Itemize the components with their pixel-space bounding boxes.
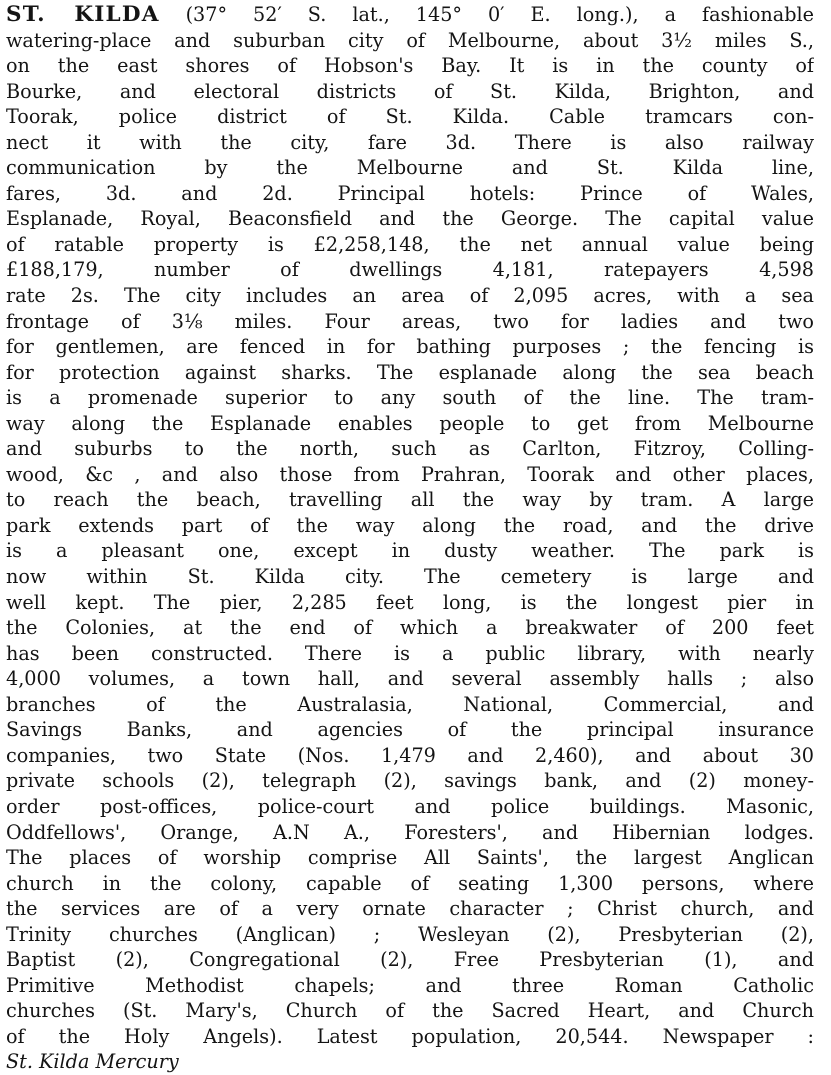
newspaper-title: St. Kilda Mercury	[6, 1050, 179, 1074]
entry-line: is a pleasant one, except in dusty weather. The park is	[6, 539, 814, 563]
entry-line: church in the colony, capable of seating 1,300 persons, where	[6, 871, 814, 895]
entry-line: wood, &c , and also those from Prahran, Toorak and other places,	[6, 462, 814, 486]
gazetteer-entry	[6, 2, 814, 1075]
entry-line: Bourke, and electoral districts of St. Kilda, Brighton, and	[6, 79, 814, 103]
entry-line: the services are of a very ornate character ; Christ church, and	[6, 897, 814, 921]
entry-line: churches (St. Mary's, Church of the Sacred Heart, and Church	[6, 999, 814, 1023]
entry-line: rate 2s. The city includes an area of 2,095 acres, with a sea	[6, 284, 814, 308]
entry-line: 4,000 volumes, a town hall, and several assembly halls ; also	[6, 667, 814, 691]
entry-line: Savings Banks, and agencies of the principal insurance	[6, 718, 814, 742]
entry-line: park extends part of the way along the road, and the drive	[6, 513, 814, 537]
entry-line: Primitive Methodist chapels; and three Roman Catholic	[6, 973, 814, 997]
entry-line: companies, two State (Nos. 1,479 and 2,460), and about 30	[6, 743, 814, 767]
entry-line: now within St. Kilda city. The cemetery is large and	[6, 565, 814, 589]
entry-line: is a promenade superior to any south of the line. The tram-	[6, 386, 814, 410]
entry-line: of ratable property is £2,258,148, the net annual value being	[6, 232, 814, 256]
entry-headword: ST. KILDA	[6, 2, 160, 27]
entry-line: Baptist (2), Congregational (2), Free Presbyterian (1), and	[6, 948, 814, 972]
entry-line: and suburbs to the north, such as Carlton, Fitzroy, Colling-	[6, 437, 814, 461]
entry-line: frontage of 3⅛ miles. Four areas, two for ladies and two	[6, 309, 814, 333]
entry-line: nect it with the city, fare 3d. There is also railway	[6, 130, 814, 154]
entry-line: Esplanade, Royal, Beaconsfield and the George. The capital value	[6, 207, 814, 231]
entry-line: to reach the beach, travelling all the way by tram. A large	[6, 488, 814, 512]
entry-line: way along the Esplanade enables people to get from Melbourne	[6, 411, 814, 435]
entry-line	[6, 2, 814, 28]
entry-line: well kept. The pier, 2,285 feet long, is the longest pier in	[6, 590, 814, 614]
entry-line: order post-offices, police-court and police buildings. Masonic,	[6, 794, 814, 818]
entry-line: for gentlemen, are fenced in for bathing purposes ; the fencing is	[6, 335, 814, 359]
entry-line: private schools (2), telegraph (2), savings bank, and (2) money-	[6, 769, 814, 793]
entry-line: The places of worship comprise All Saints', the largest Anglican	[6, 846, 814, 870]
entry-line: for protection against sharks. The esplanade along the sea beach	[6, 360, 814, 384]
entry-line: Oddfellows', Orange, A.N A., Foresters', and Hibernian lodges.	[6, 820, 814, 844]
entry-line: fares, 3d. and 2d. Principal hotels: Prince of Wales,	[6, 181, 814, 205]
entry-line: £188,179, number of dwellings 4,181, ratepayers 4,598	[6, 258, 814, 282]
entry-line: the Colonies, at the end of which a breakwater of 200 feet	[6, 616, 814, 640]
entry-line: Toorak, police district of St. Kilda. Cable tramcars con-	[6, 105, 814, 129]
entry-line: branches of the Australasia, National, Commercial, and	[6, 692, 814, 716]
entry-line: has been constructed. There is a public library, with nearly	[6, 641, 814, 665]
entry-line: Trinity churches (Anglican) ; Wesleyan (2), Presbyterian (2),	[6, 922, 814, 946]
entry-line: on the east shores of Hobson's Bay. It is in the county of	[6, 54, 814, 78]
entry-line: of the Holy Angels). Latest population, 20,544. Newspaper :	[6, 1024, 814, 1048]
entry-line-text: (37° 52′ S. lat., 145° 0′ E. long.), a fashionable	[159, 3, 814, 26]
entry-line: watering-place and suburban city of Melbourne, about 3½ miles S.,	[6, 28, 814, 52]
entry-line: communication by the Melbourne and St. Kilda line,	[6, 156, 814, 180]
